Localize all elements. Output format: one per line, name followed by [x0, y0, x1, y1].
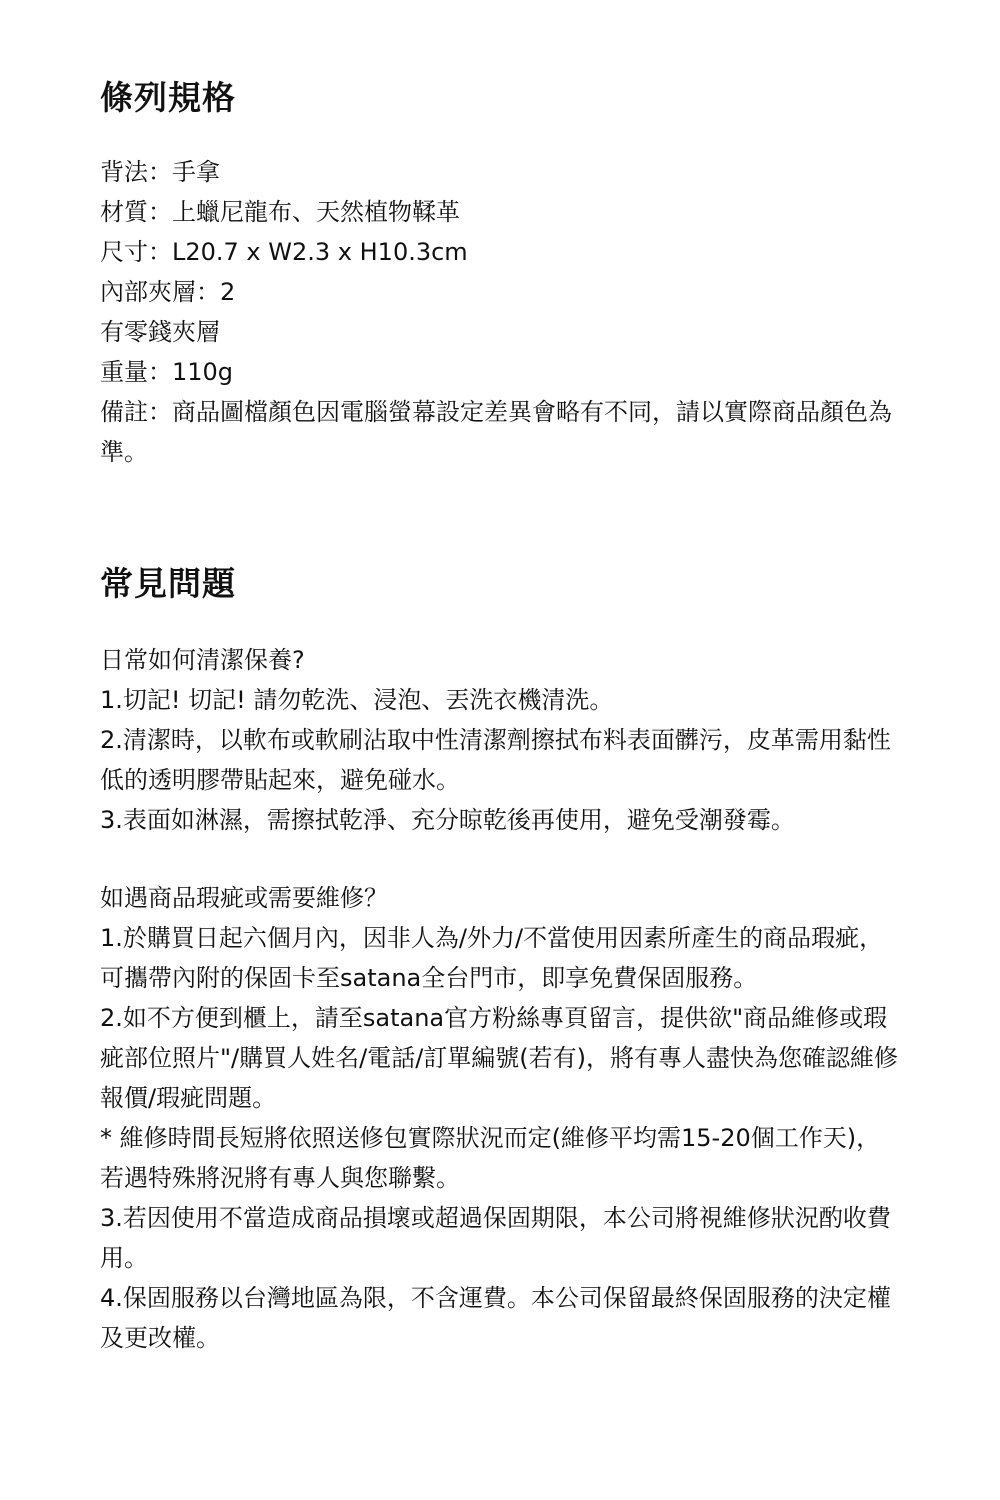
faq-title: 常見問題: [100, 564, 236, 603]
spec-item-material: 材質：上蠟尼龍布、天然植物鞣革: [100, 198, 460, 226]
faq-repair-note: * 維修時間長短將依照送修包實際狀況而定(維修平均需15-20個工作天)，若遇特殊將況將有專人與您聯繫。: [100, 1124, 881, 1192]
faq-care-block: [100, 640, 900, 840]
spec-item-note: 備註：商品圖檔顏色因電腦螢幕設定差異會略有不同，請以實際商品顏色為準。: [100, 398, 892, 466]
spec-item-size: 尺寸：L20.7 x W2.3 x H10.3cm: [100, 238, 468, 266]
faq-repair-answer-4: 4.保固服務以台灣地區為限，不含運費。本公司保留最終保固服務的決定權及更改權。: [100, 1284, 891, 1352]
faq-repair-answer-1: 1.於購買日起六個月內，因非人為/外力/不當使用因素所產生的商品瑕疵，可攜帶內附的保固卡至satana全台門市，即享免費保固服務。: [100, 924, 884, 992]
faq-repair-question: 如遇商品瑕疵或需要維修？: [100, 884, 388, 912]
specs-title: 條列規格: [100, 78, 236, 117]
spec-item-coin-pocket: 有零錢夾層: [100, 318, 220, 346]
faq-repair-answer-3: 3.若因使用不當造成商品損壞或超過保固期限，本公司將視維修狀況酌收費用。: [100, 1204, 891, 1272]
spec-item-compartments: 內部夾層：2: [100, 278, 236, 306]
spec-item-weight: 重量：110g: [100, 358, 234, 386]
faq-care-answer-3: 3.表面如淋濕，需擦拭乾淨、充分晾乾後再使用，避免受潮發霉。: [100, 806, 795, 834]
spec-item-carry: 背法：手拿: [100, 158, 220, 186]
specs-list: [100, 152, 900, 472]
faq-care-question: 日常如何清潔保養?: [100, 646, 305, 674]
faq-care-answer-2: 2.清潔時，以軟布或軟刷沾取中性清潔劑擦拭布料表面髒污，皮革需用黏性低的透明膠帶貼起來，避免碰水。: [100, 726, 891, 794]
faq-repair-block: [100, 878, 900, 1358]
faq-repair-answer-2: 2.如不方便到櫃上，請至satana官方粉絲專頁留言，提供欲"商品維修或瑕疵部位照片"/購買人姓名/電話/訂單編號(若有)，將有專人盡快為您確認維修報價/瑕疵問題。: [100, 1004, 899, 1112]
faq-care-answer-1: 1.切記! 切記! 請勿乾洗、浸泡、丟洗衣機清洗。: [100, 686, 614, 714]
